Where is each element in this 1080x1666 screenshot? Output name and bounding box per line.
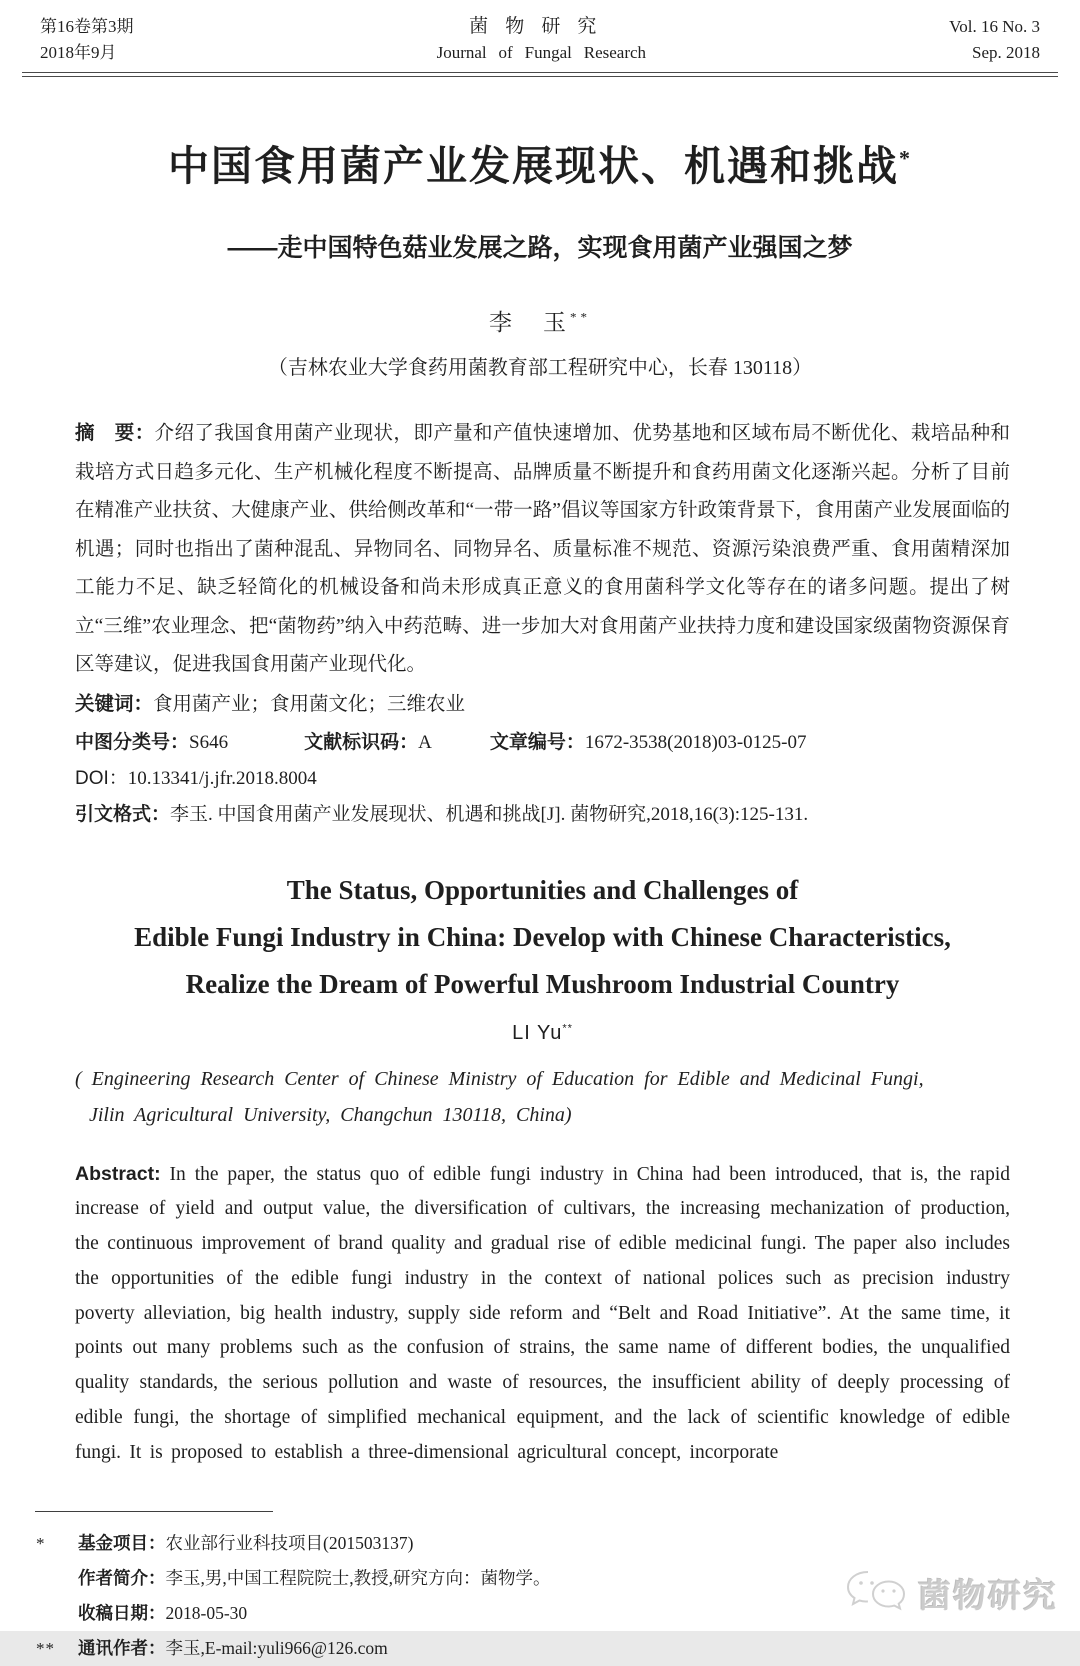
affiliation-en bbox=[75, 1061, 1010, 1133]
received-label: 收稿日期： bbox=[78, 1602, 166, 1623]
doc-code-label: 文献标识码： bbox=[304, 731, 419, 753]
keywords-label: 关键词： bbox=[75, 692, 154, 715]
footnote-divider bbox=[35, 1511, 273, 1512]
footnote-fund-text bbox=[78, 1526, 413, 1561]
affiliation-cn: （吉林农业大学食药用菌教育部工程研究中心，长春 130118） bbox=[267, 357, 813, 379]
corresponding-label: 通讯作者： bbox=[78, 1637, 166, 1658]
title-en-line3: Realize the Dream of Powerful Mushroom Industrial Country bbox=[185, 968, 900, 999]
footnote-marker-1: * bbox=[36, 1533, 45, 1553]
classification-line bbox=[75, 724, 1010, 761]
volume-issue-cn: 第16卷第3期 bbox=[40, 17, 134, 36]
citation-value: 李玉. 中国食用菌产业发展现状、机遇和挑战[J]. 菌物研究,2018,16(3):125-131. bbox=[170, 803, 809, 825]
footnote-bio-text bbox=[78, 1561, 551, 1596]
fund-label: 基金项目： bbox=[78, 1532, 166, 1553]
citation-label: 引文格式： bbox=[75, 803, 171, 825]
date-en: Sep. 2018 bbox=[972, 43, 1040, 62]
citation-line bbox=[75, 797, 1010, 833]
article-title-cn bbox=[0, 133, 1080, 192]
volume-issue-en: Vol. 16 No. 3 bbox=[949, 17, 1040, 36]
author-en-name: LI Yu bbox=[512, 1021, 563, 1044]
abstract-en bbox=[75, 1157, 1010, 1471]
article-title-cn-text: 中国食用菌产业发展现状、机遇和挑战 bbox=[168, 143, 899, 189]
clc-label: 中图分类号： bbox=[75, 731, 190, 753]
received-value: 2018-05-30 bbox=[165, 1602, 248, 1623]
footnote-received-text bbox=[78, 1596, 247, 1631]
title-footnote-marker: * bbox=[899, 145, 912, 171]
author-cn bbox=[0, 304, 1080, 337]
footnote-marker-2: ** bbox=[36, 1638, 55, 1658]
doi-line bbox=[75, 761, 1010, 797]
article-id-value: 1672-3538(2018)03-0125-07 bbox=[584, 731, 807, 753]
keywords-text: 食用菌产业；食用菌文化；三维农业 bbox=[153, 693, 466, 715]
abstract-cn-text: 介绍了我国食用菌产业现状，即产量和产值快速增加、优势基地和区域布局不断优化、栽培品种和栽培方式日趋多元化、生产机械化程度不断提高、品牌质量不断提升和食药用菌文化逐渐兴起。分析了目前在精准产业扶贫、大健康产业、供给侧改革和“一带一路”倡议等国家方针政策背景下，食用菌产业发展面临的机遇；同时也指出了菌种混乱、异物同名、同物异名、质量标准不规范、资源污染浪费严重、食用菌精深加工能力不足、缺乏轻简化的机械设备和尚未形成真正意义的食用菌科学文化等存在的诸多问题。提出了树立“三维”农业理念、把“菌物药”纳入中药范畴、进一步加大对食用菌产业扶持力度和建设国家级菌物资源保育区等建议，促进我国食用菌产业现代化。 bbox=[75, 423, 1010, 675]
article-subtitle-cn: ——走中国特色菇业发展之路，实现食用菌产业强国之梦 bbox=[227, 234, 853, 262]
document-code bbox=[304, 724, 432, 761]
journal-name-en: Journal of Fungal Research bbox=[436, 43, 647, 62]
author-cn-name: 李 玉 bbox=[489, 310, 570, 335]
affiliation-en-line2: Jilin Agricultural University, Changchun 130118, China) bbox=[89, 1103, 572, 1126]
journal-name-cn: 菌物研究 bbox=[469, 16, 614, 37]
header-left bbox=[40, 14, 134, 66]
article-id bbox=[490, 724, 807, 761]
journal-watermark bbox=[844, 1568, 1058, 1619]
footnote-marker-empty-1 bbox=[0, 1561, 78, 1596]
title-en-line1: The Status, Opportunities and Challenges of bbox=[286, 874, 799, 905]
affiliation-en-line1: ( Engineering Research Center of Chinese Ministry of Education for Edible and Medicinal Fungi, bbox=[75, 1067, 924, 1090]
author-en-marker: ** bbox=[562, 1021, 573, 1034]
bio-label: 作者简介： bbox=[78, 1567, 166, 1588]
footnote-corresponding-text bbox=[78, 1631, 388, 1666]
front-matter bbox=[0, 414, 1080, 1471]
article-title-en bbox=[75, 867, 1010, 1008]
abstract-en-text: In the paper, the status quo of edible fungi industry in China had been introduced, that is, the rapid increase of yield and output value, the diversification of cultivars, the increasing mechanization of production, the continuous improvement of brand quality and gradual rise of edible medicinal fungi. The paper also includes the opportunities of the edible fungi industry in the context of national polices such as precision industry poverty alleviation, big health industry, supply side reform and “Belt and Road Initiative”. At the same time, it points out many problems such as the confusion of strains, the same name of different bodies, the unqualified quality standards, the serious pollution and waste of resources, the insufficient ability of deeply processing of edible fungi, the shortage of simplified mechanical equipment, and the lack of scientific knowledge of edible fungi. It is proposed to establish a three-dimensional agricultural concept, incorporate bbox=[75, 1163, 1010, 1463]
header-right bbox=[949, 14, 1040, 66]
fund-value: 农业部行业科技项目(201503137) bbox=[165, 1532, 414, 1553]
header-divider bbox=[22, 72, 1058, 77]
footnote-marker-empty-2 bbox=[0, 1596, 78, 1631]
abstract-cn-label: 摘 要： bbox=[75, 422, 155, 444]
watermark-text: 菌物研究 bbox=[918, 1577, 1058, 1614]
footnote-corresponding bbox=[0, 1631, 1010, 1666]
author-en bbox=[75, 1022, 1010, 1045]
wechat-icon bbox=[844, 1568, 908, 1619]
header-center bbox=[437, 14, 646, 66]
doi-value: 10.13341/j.jfr.2018.8004 bbox=[127, 767, 317, 789]
date-cn: 2018年9月 bbox=[40, 43, 117, 62]
title-en-line2: Edible Fungi Industry in China: Develop with Chinese Characteristics, bbox=[134, 921, 951, 952]
abstract-cn bbox=[75, 414, 1010, 685]
clc-value: S646 bbox=[189, 731, 229, 753]
footnote-fund bbox=[0, 1526, 1010, 1561]
author-footnote-marker: ** bbox=[570, 309, 591, 325]
doc-code-value: A bbox=[418, 731, 432, 753]
journal-header bbox=[0, 0, 1080, 66]
corresponding-value: 李玉,E-mail:yuli966@126.com bbox=[165, 1637, 388, 1658]
doi-label: DOI： bbox=[75, 767, 128, 789]
bio-value: 李玉,男,中国工程院院士,教授,研究方向：菌物学。 bbox=[165, 1567, 551, 1588]
abstract-en-label: Abstract: bbox=[75, 1162, 161, 1185]
keywords-cn bbox=[75, 685, 1010, 724]
clc-number bbox=[75, 724, 228, 761]
article-id-label: 文章编号： bbox=[489, 731, 585, 753]
